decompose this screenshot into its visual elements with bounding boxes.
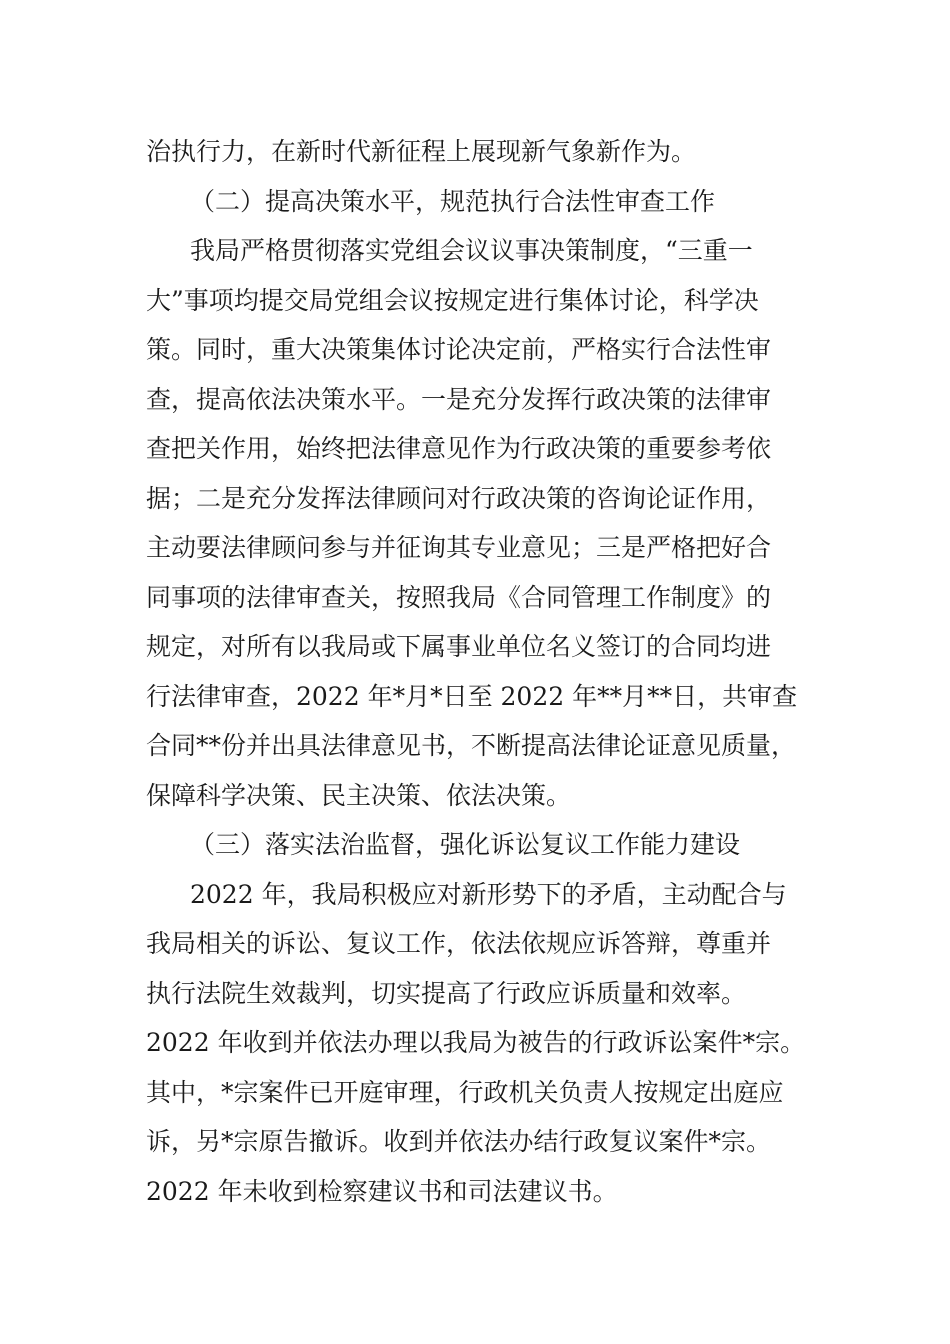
text-line: 合同**份并出具法律意见书，不断提高法律论证意见质量， [146, 731, 797, 760]
text-line: 保障科学决策、民主决策、依法决策。 [146, 780, 572, 810]
text-line: 2022 年，我局积极应对新形势下的矛盾，主动配合与 [190, 879, 787, 909]
text-line: 行法律审查，2022 年*月*日至 2022 年**月**日，共审查 [146, 681, 798, 711]
text-line: 规定，对所有以我局或下属事业单位名义签订的合同均进 [146, 632, 772, 661]
text-line: 查，提高依法决策水平。一是充分发挥行政决策的法律审 [146, 384, 772, 414]
text-line: 2022 年未收到检察建议书和司法建议书。 [146, 1176, 618, 1206]
text-line: 我局相关的诉讼、复议工作，依法依规应诉答辩，尊重并 [146, 929, 772, 958]
section-heading: （三）落实法治监督，强化诉讼复议工作能力建设 [190, 830, 741, 859]
text-line: 据；二是充分发挥法律顾问对行政决策的咨询论证作用， [146, 483, 772, 513]
text-line: 策。同时，重大决策集体讨论决定前，严格实行合法性审 [146, 335, 772, 364]
text-line: 我局严格贯彻落实党组会议议事决策制度，“三重一 [190, 236, 753, 265]
text-line: 查把关作用，始终把法律意见作为行政决策的重要参考依 [146, 434, 772, 463]
text-line: 执行法院生效裁判，切实提高了行政应诉质量和效率。 [146, 978, 747, 1008]
text-line: 治执行力，在新时代新征程上展现新气象新作为。 [146, 137, 697, 166]
text-line: 诉，另*宗原告撤诉。收到并依法办结行政复议案件*宗。 [146, 1127, 772, 1156]
text-line: 同事项的法律审查关，按照我局《合同管理工作制度》的 [146, 582, 772, 612]
document-body [146, 127, 826, 1216]
text-line: 其中，*宗案件已开庭审理，行政机关负责人按规定出庭应 [146, 1077, 784, 1107]
text-line: 2022 年收到并依法办理以我局为被告的行政诉讼案件*宗。 [146, 1028, 806, 1057]
text-line: 大”事项均提交局党组会议按规定进行集体讨论，科学决 [146, 285, 759, 315]
section-heading: （二）提高决策水平，规范执行合法性审查工作 [190, 186, 716, 216]
text-line: 主动要法律顾问参与并征询其专业意见；三是严格把好合 [146, 533, 772, 562]
